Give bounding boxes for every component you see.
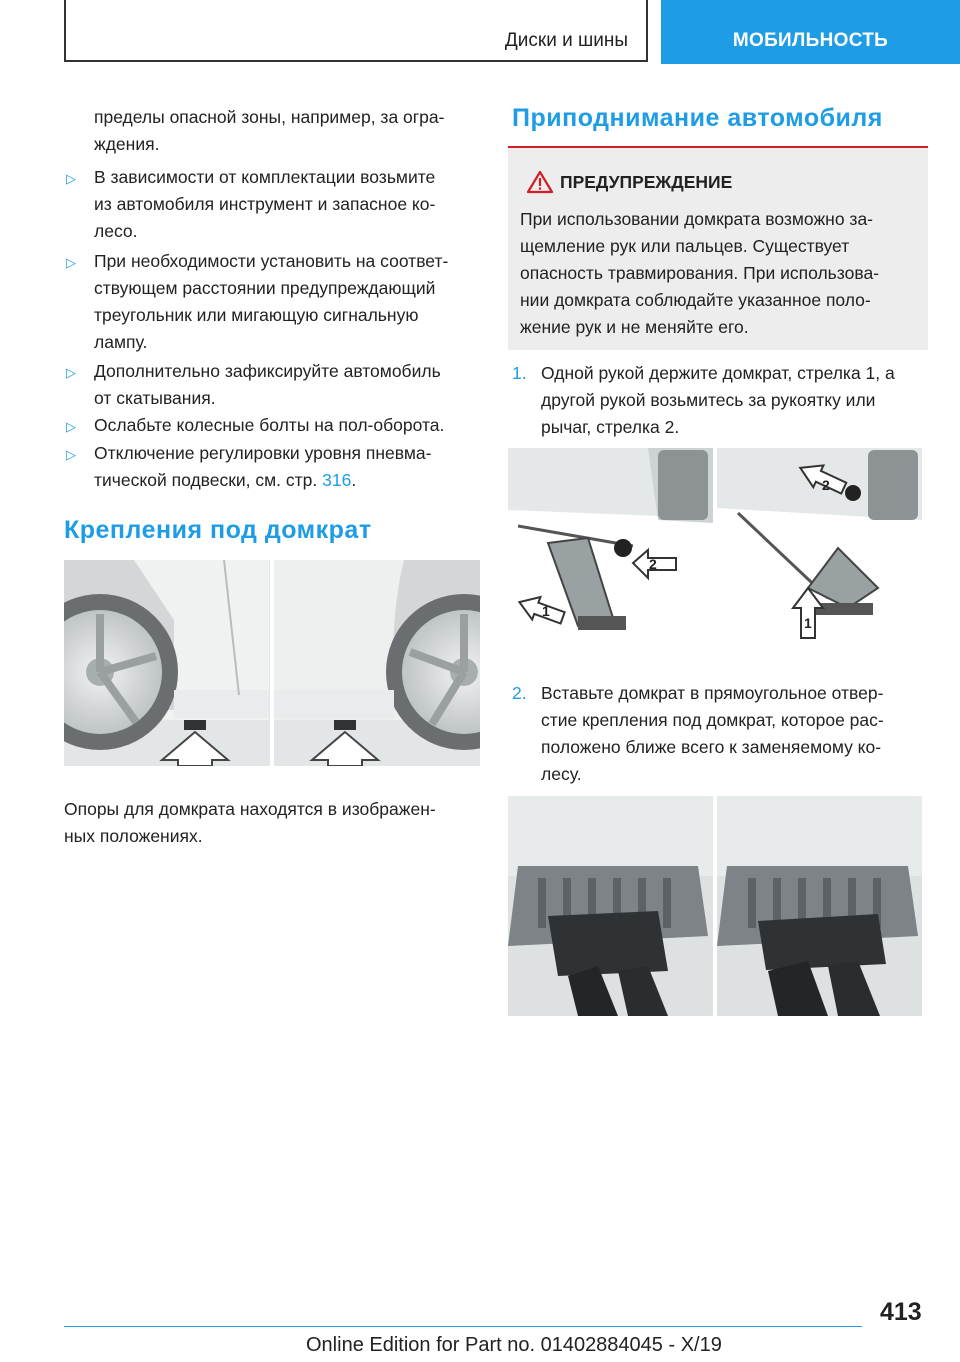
triangle-bullet-icon: ▷ <box>66 255 76 270</box>
edition-text: Online Edition for Part no. 01402884045 - X/19 <box>306 1334 722 1356</box>
arrow-label: 1 <box>542 603 550 619</box>
jack-handling-illustration <box>508 448 922 654</box>
chapter-label: МОБИЛЬНОСТЬ <box>732 30 889 51</box>
step-number: 2. <box>512 683 527 703</box>
list-item: ▷ Отключение регулировки уровня пневма- тической подвески, см. стр. 316. <box>66 443 432 490</box>
arrow-label: 2 <box>649 556 657 572</box>
list-item: ▷ При необходимости установить на соответ- ствующем расстоянии предупреждающий треугольник или мигающую сигнальную лампу. <box>66 251 449 352</box>
warning-triangle-icon <box>526 170 554 194</box>
step-number: 1. <box>512 363 527 383</box>
step-item: 2. Вставьте домкрат в прямоугольное отвер- стие крепления под домкрат, которое рас- положено ближе всего к заменяемому ко- лесу. <box>512 680 930 788</box>
header-section-tab <box>64 0 648 62</box>
section-label: Диски и шины <box>504 30 628 51</box>
jack-points-caption: Опоры для домкрата находятся в изображен- ных положениях. <box>64 799 436 846</box>
warning-box <box>508 148 928 350</box>
triangle-bullet-icon: ▷ <box>66 447 76 462</box>
list-item: ▷ В зависимости от комплектации возьмите из автомобиля инструмент и запасное ко- лесо. <box>66 167 436 241</box>
intro-paragraph: пределы опасной зоны, например, за огра- ждения. <box>94 107 445 154</box>
triangle-bullet-icon: ▷ <box>66 419 76 434</box>
page-reference-link[interactable]: 316 <box>322 470 352 490</box>
list-item: ▷ Ослабьте колесные болты на пол-оборота. <box>66 412 480 439</box>
triangle-bullet-icon: ▷ <box>66 365 76 380</box>
arrow-label: 2 <box>822 477 830 493</box>
header-chapter-tab <box>661 0 960 64</box>
arrow-label: 1 <box>804 615 812 631</box>
warning-title: ПРЕДУПРЕЖДЕНИЕ <box>560 172 733 192</box>
section-heading-jack-points: Крепления под домкрат <box>64 516 372 544</box>
section-heading-lifting: Приподнимание автомобиля <box>512 104 883 132</box>
jack-points-illustration <box>64 560 480 766</box>
jack-insertion-illustration <box>508 796 922 1016</box>
triangle-bullet-icon: ▷ <box>66 171 76 186</box>
page-number: 413 <box>880 1298 922 1326</box>
step-item: 1. Одной рукой держите домкрат, стрелка 1, а другой рукой возьмитесь за рукоятку или рычаг, стрелка 2. <box>512 360 930 441</box>
list-item: ▷ Дополнительно зафиксируйте автомобиль от скатывания. <box>66 361 441 408</box>
footer-rule <box>64 1326 862 1327</box>
warning-text: При использовании домкрата возможно за- щемление рук или пальцев. Существует опасность травмирования. При использова- нии домкрата соблюдайте указанное поло- жение рук и не меняйте его. <box>520 209 880 337</box>
